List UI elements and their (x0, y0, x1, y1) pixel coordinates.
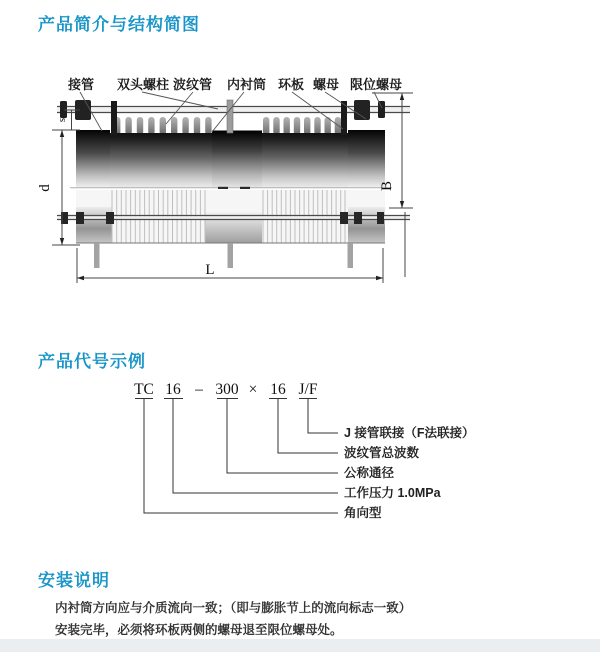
part-label-stud: 双头螺柱 (117, 77, 170, 92)
dim-label-s: s (56, 117, 68, 123)
callout-angular-type: 角向型 (344, 506, 382, 520)
section-title-install: 安装说明 (38, 571, 110, 590)
code-callout-labels (344, 425, 475, 520)
part-label-pipe: 接管 (68, 77, 95, 92)
structural-diagram (0, 62, 470, 297)
inner-liner-band (212, 131, 262, 188)
dim-label-L: L (205, 262, 215, 278)
code-part-joint: J/F (298, 381, 318, 398)
section-title-code: 产品代号示例 (38, 352, 146, 371)
stud-cap-right (354, 100, 370, 120)
part-label-bellows: 波纹管 (173, 77, 213, 92)
part-label-ring-plate: 环板 (278, 77, 305, 92)
part-label-nut: 螺母 (313, 77, 340, 92)
pipe-end-left (76, 130, 110, 188)
ring-plate-left (111, 101, 117, 135)
code-connector-lines (135, 399, 338, 514)
lower-half (76, 190, 385, 268)
install-line-1: 内衬筒方向应与介质流向一致；（即与膨胀节上的流向标志一致） (55, 601, 412, 615)
code-string (134, 381, 318, 398)
limit-nut-right (378, 101, 385, 118)
code-part-dash: – (195, 381, 203, 398)
dim-label-B: B (379, 180, 395, 192)
dim-label-d: d (37, 184, 53, 192)
code-part-times: × (248, 381, 258, 398)
section-title-intro: 产品简介与结构简图 (38, 15, 200, 34)
dimension-b (372, 93, 413, 277)
hanging-stud (228, 243, 234, 268)
hanging-stud (348, 243, 354, 268)
code-part-pressure: 16 (165, 381, 181, 398)
code-part-diameter: 300 (215, 381, 239, 398)
center-post (227, 100, 233, 133)
callout-wave-count: 波纹管总波数 (344, 446, 420, 460)
install-line-2: 安装完毕，必须将环板两侧的螺母退至限位螺母处。 (55, 623, 343, 637)
part-label-liner: 内衬筒 (227, 77, 267, 92)
page-footer-strip (0, 639, 600, 652)
joint-body (76, 130, 385, 188)
hanging-stud (94, 243, 100, 268)
code-part-type: TC (134, 381, 154, 398)
code-part-waves: 16 (270, 381, 286, 398)
product-code-diagram (0, 372, 580, 542)
part-label-limit-nut: 限位螺母 (350, 77, 403, 92)
install-instructions (55, 597, 411, 641)
callout-pressure: 工作压力 1.0MPa (344, 486, 441, 500)
pipe-end-right (348, 130, 385, 188)
callout-joint-type: J 接管联接（F法联接） (344, 426, 475, 440)
callout-diameter: 公称通径 (344, 466, 395, 480)
